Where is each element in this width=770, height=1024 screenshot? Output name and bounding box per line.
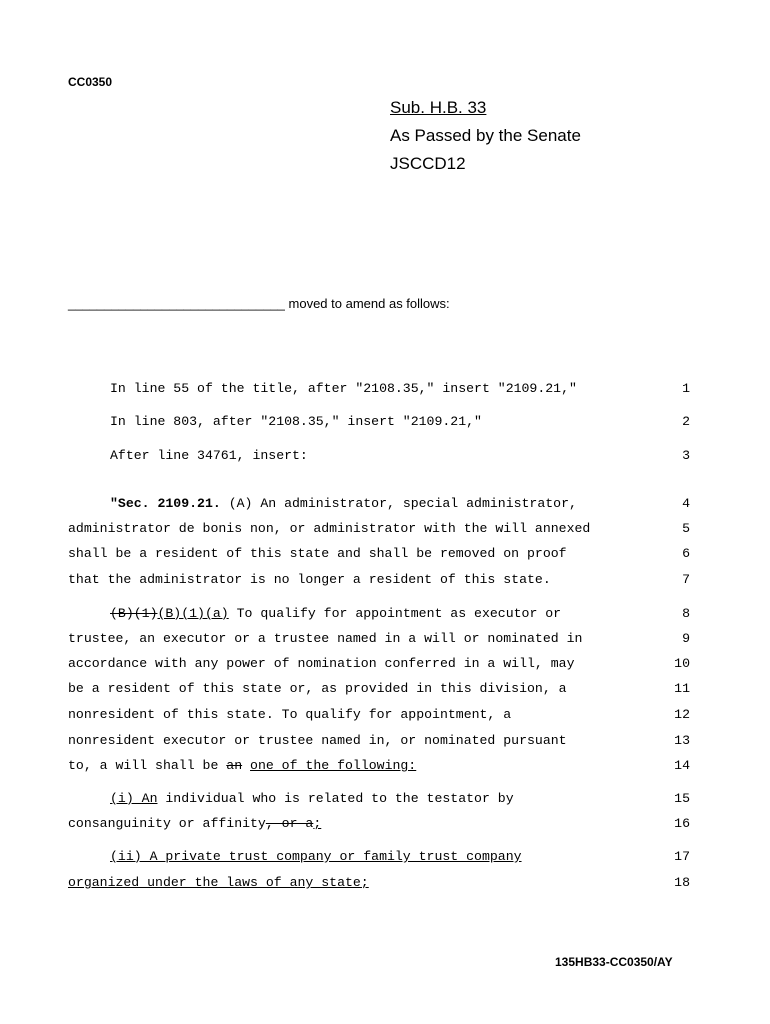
line-text: In line 803, after "2108.35," insert "2109.21," bbox=[110, 414, 482, 429]
inserted-text: (ii) A private trust company or family trust company bbox=[110, 849, 522, 864]
line-number: 11 bbox=[674, 681, 690, 696]
line-number: 7 bbox=[682, 572, 690, 587]
inserted-text: ; bbox=[313, 816, 322, 831]
line-number: 8 bbox=[682, 606, 690, 621]
line-text: nonresident executor or trustee named in, or nominated pursuant bbox=[68, 733, 567, 748]
line-number: 18 bbox=[674, 875, 690, 890]
inserted-text: (i) An bbox=[110, 791, 158, 806]
amendment-line bbox=[68, 731, 690, 751]
line-text: accordance with any power of nomination conferred in a will, may bbox=[68, 656, 575, 671]
bill-number: Sub. H.B. 33 bbox=[390, 98, 487, 117]
line-number: 1 bbox=[682, 381, 690, 396]
document-footer-code: 135HB33-CC0350/AY bbox=[555, 955, 673, 969]
mover-text: moved to amend as follows: bbox=[284, 296, 450, 311]
amendment-line bbox=[68, 570, 690, 590]
line-text-part: to, a will shall be bbox=[68, 758, 227, 773]
line-text: nonresident of this state. To qualify for appointment, a bbox=[68, 707, 512, 722]
bill-status: As Passed by the Senate bbox=[390, 126, 581, 145]
line-text bbox=[110, 789, 514, 809]
amendment-line bbox=[68, 814, 690, 834]
line-number: 16 bbox=[674, 816, 690, 831]
line-number: 3 bbox=[682, 448, 690, 463]
inserted-text: (B)(1)(a) bbox=[157, 606, 229, 621]
amendment-line bbox=[68, 379, 690, 399]
amendment-line bbox=[68, 629, 690, 649]
line-text-part: (A) An administrator, special administrator, bbox=[220, 496, 577, 511]
inserted-text: organized under the laws of any state; bbox=[68, 875, 369, 890]
amendment-line bbox=[68, 544, 690, 564]
line-number: 17 bbox=[674, 849, 690, 864]
mover-blank: ______________________________ bbox=[68, 296, 285, 311]
amendment-line bbox=[68, 494, 690, 514]
line-text: be a resident of this state or, as provided in this division, a bbox=[68, 681, 567, 696]
line-number: 12 bbox=[674, 707, 690, 722]
amendment-line bbox=[68, 756, 690, 776]
line-text bbox=[68, 756, 416, 776]
line-text: that the administrator is no longer a resident of this state. bbox=[68, 572, 551, 587]
section-heading: "Sec. 2109.21. bbox=[110, 496, 221, 511]
line-text: In line 55 of the title, after "2108.35," insert "2109.21," bbox=[110, 381, 577, 396]
amendment-line bbox=[68, 705, 690, 725]
line-number: 10 bbox=[674, 656, 690, 671]
amendment-line bbox=[68, 789, 690, 809]
line-text-part: To qualify for appointment as executor or bbox=[228, 606, 562, 621]
struck-text: (B)(1) bbox=[110, 606, 158, 621]
inserted-text: one of the following: bbox=[250, 758, 417, 773]
line-number: 6 bbox=[682, 546, 690, 561]
amendment-line bbox=[68, 519, 690, 539]
line-text-part: consanguinity or affinity bbox=[68, 816, 266, 831]
line-text bbox=[110, 494, 577, 514]
line-text bbox=[68, 814, 321, 834]
amendment-line bbox=[68, 604, 690, 624]
amendment-line bbox=[68, 847, 690, 867]
line-number: 5 bbox=[682, 521, 690, 536]
line-text: shall be a resident of this state and shall be removed on proof bbox=[68, 546, 567, 561]
line-text: administrator de bonis non, or administrator with the will annexed bbox=[68, 521, 591, 536]
line-text: trustee, an executor or a trustee named in a will or nominated in bbox=[68, 631, 583, 646]
amendment-line bbox=[68, 412, 690, 432]
line-number: 4 bbox=[682, 496, 690, 511]
amendment-line bbox=[68, 446, 690, 466]
line-text bbox=[110, 604, 561, 624]
struck-text: , or a bbox=[265, 816, 314, 831]
line-text: After line 34761, insert: bbox=[110, 448, 308, 463]
document-code: CC0350 bbox=[68, 75, 113, 89]
line-text-part: individual who is related to the testator by bbox=[157, 791, 514, 806]
amendment-line bbox=[68, 873, 690, 893]
line-number: 2 bbox=[682, 414, 690, 429]
struck-text: an bbox=[226, 758, 243, 773]
amendment-reference: JSCCD12 bbox=[390, 154, 466, 173]
line-number: 9 bbox=[682, 631, 690, 646]
line-number: 14 bbox=[674, 758, 690, 773]
line-number: 15 bbox=[674, 791, 690, 806]
amendment-line bbox=[68, 654, 690, 674]
line-number: 13 bbox=[674, 733, 690, 748]
mover-line bbox=[68, 296, 450, 311]
amendment-line bbox=[68, 679, 690, 699]
